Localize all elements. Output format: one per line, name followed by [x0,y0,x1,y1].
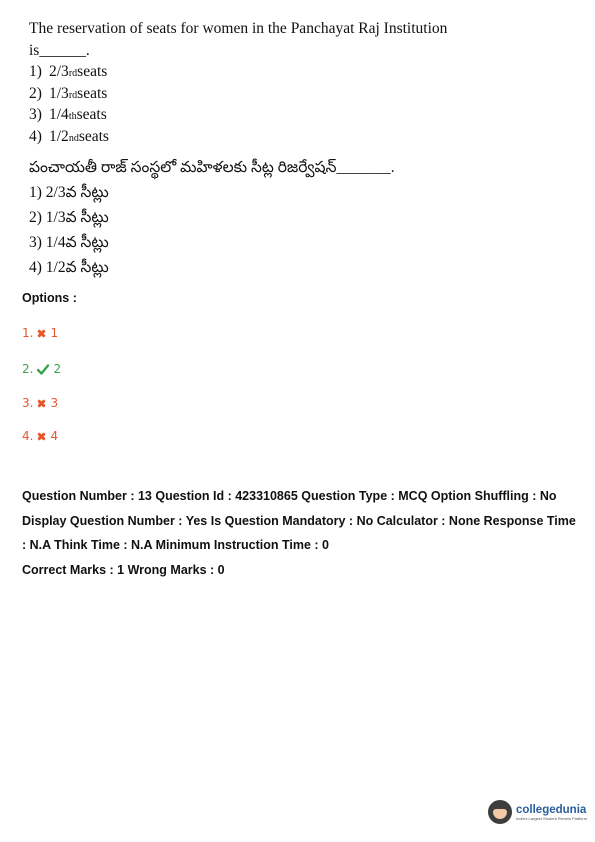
checkmark-icon [37,364,49,375]
option-value: 3 [50,396,59,410]
option-index: 1. [22,326,34,340]
logo-tagline: India's Largest Student Review Platform [516,815,588,821]
option-index: 3. [22,396,34,410]
marks-line: Correct Marks : 1 Wrong Marks : 0 [22,562,225,577]
answer-option-2 [22,362,61,376]
option-index: 2. [22,362,34,376]
metadata-line: Display Question Number : Yes Is Question Mandatory : No Calculator : None Response Time [22,513,576,528]
question-option-te-3: 3) 1/4వ సీట్లు [29,234,109,251]
metadata-line: : N.A Think Time : N.A Minimum Instruction Time : 0 [22,538,329,552]
collegedunia-logo [488,800,587,824]
cross-icon [37,329,46,338]
cross-icon [37,432,46,441]
question-stem-english: The reservation of seats for women in the Panchayat Raj Institution is______. [29,20,448,59]
question-option-te-1: 1) 2/3వ సీట్లు [29,184,109,201]
question-option-te-2: 2) 1/3వ సీట్లు [29,209,109,226]
question-metadata [22,484,582,582]
question-stem-telugu: పంచాయతీ రాజ్ సంస్థలో మహిళలకు సీట్ల రిజర్వేషన్_______. [29,159,395,176]
mascot-icon [488,800,512,824]
question-option-en-1: 1) 2/3 rd seats [29,63,108,80]
answer-option-3 [22,396,58,410]
cross-icon [37,399,46,408]
question-telugu [29,155,469,280]
question-option-en-2: 2) 1/3 rd seats [29,84,108,102]
option-value: 2 [53,362,62,376]
question-option-te-4: 4) 1/2వ సీట్లు [29,259,109,276]
logo-brand: collegedunia [516,803,587,816]
question-option-en-4: 4) 1/2 nd seats [29,127,109,145]
metadata-line: Question Number : 13 Question Id : 423310865 Question Type : MCQ Option Shuffling : No [22,489,557,503]
option-index: 4. [22,429,34,443]
question-option-en-3: 3) 1/4 th seats [29,106,107,123]
options-heading: Options : [22,291,77,305]
question-english [29,18,469,147]
answer-option-1 [22,326,58,340]
option-value: 1 [50,326,59,340]
answer-option-4 [22,429,58,443]
option-value: 4 [50,429,59,443]
